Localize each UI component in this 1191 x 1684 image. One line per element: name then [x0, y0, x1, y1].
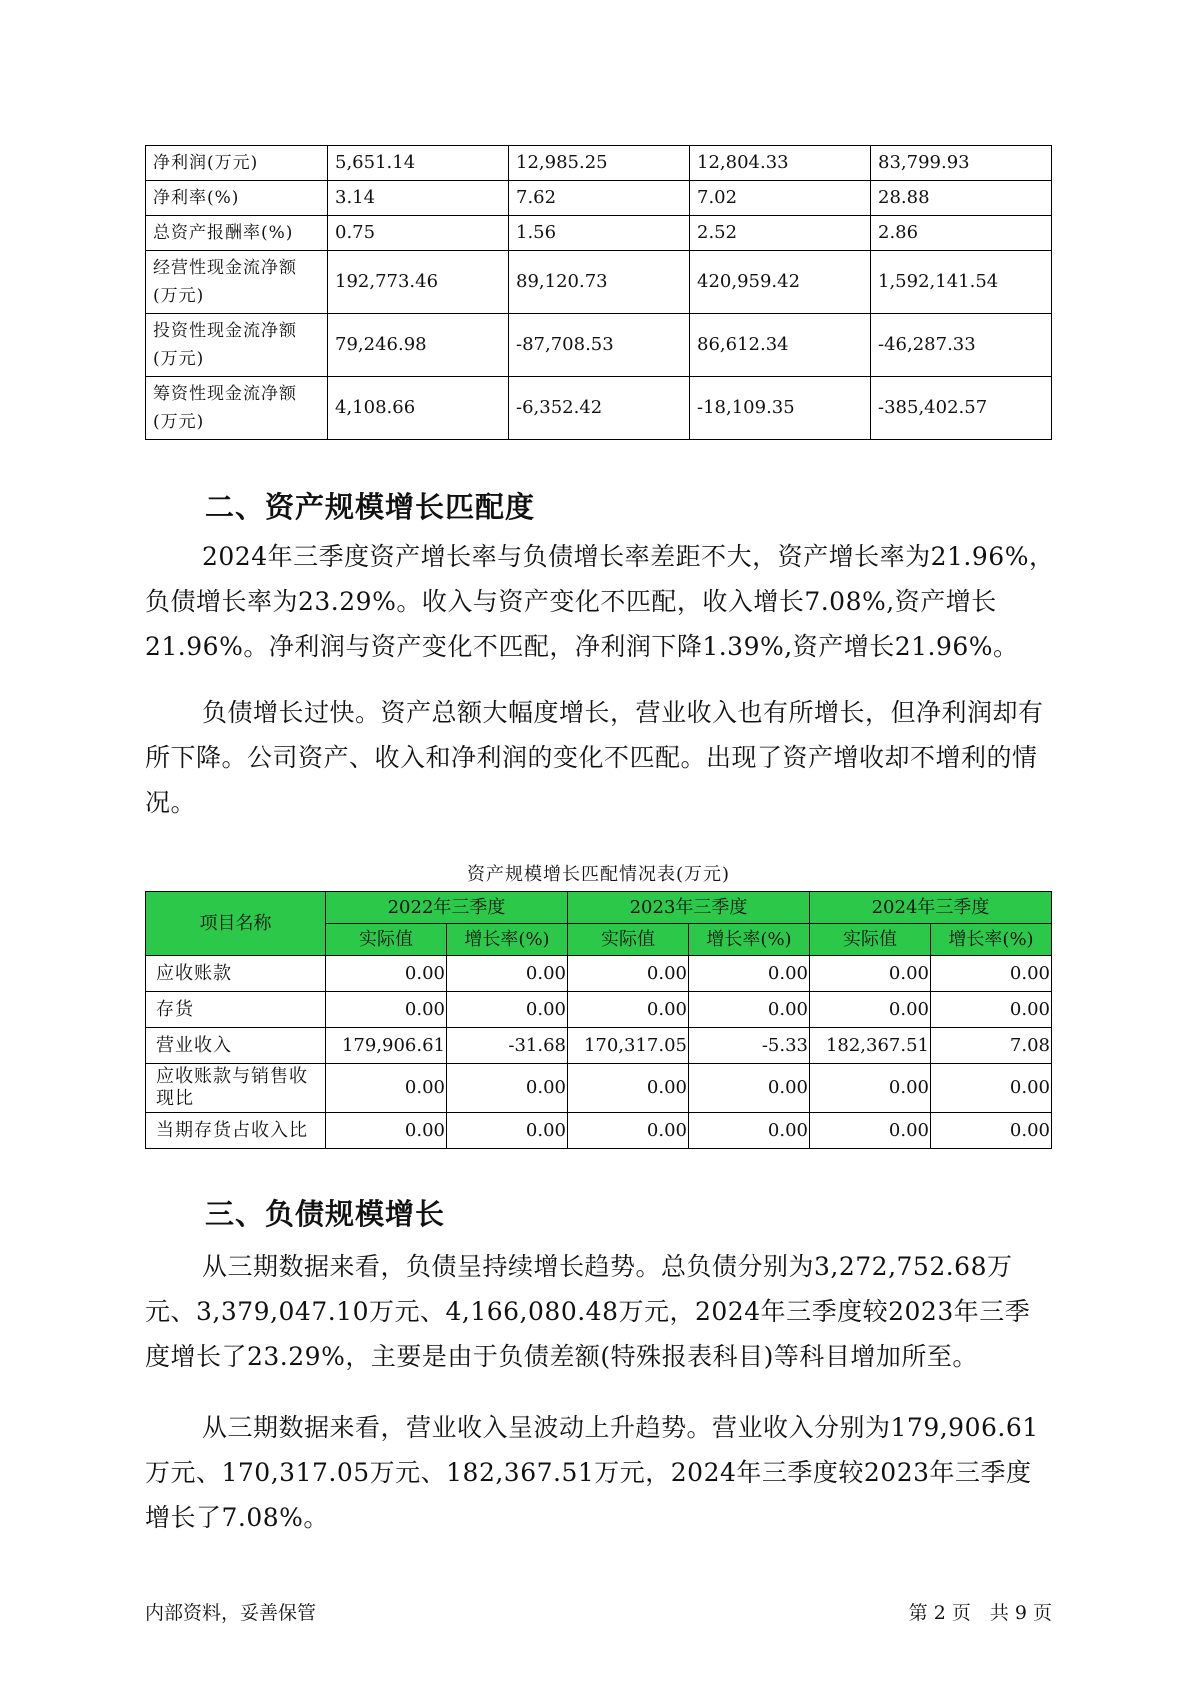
table-cell: 182,367.51	[810, 1028, 931, 1064]
row-label: 应收账款	[146, 956, 326, 992]
table-cell: 7.02	[690, 181, 871, 216]
table-cell: 7.08	[931, 1028, 1052, 1064]
asset-growth-table	[145, 891, 1052, 1149]
header-growth-rate: 增长率(%)	[931, 924, 1052, 956]
table-cell: 0.00	[810, 956, 931, 992]
header-period: 2022年三季度	[326, 892, 568, 924]
table-cell: 0.00	[931, 956, 1052, 992]
table-cell: -5.33	[689, 1028, 810, 1064]
table-row	[146, 146, 1052, 181]
table-cell: 179,906.61	[326, 1028, 447, 1064]
table-cell: 0.00	[326, 956, 447, 992]
table-cell: 0.00	[326, 992, 447, 1028]
header-actual: 实际值	[326, 924, 447, 956]
table-cell: 0.00	[810, 1064, 931, 1113]
table-cell: -46,287.33	[871, 314, 1052, 377]
header-growth-rate: 增长率(%)	[447, 924, 568, 956]
table-cell: 0.00	[689, 956, 810, 992]
table-row	[146, 251, 1052, 314]
table-cell: 0.00	[568, 992, 689, 1028]
row-label: 净利润(万元)	[146, 146, 328, 181]
table-cell: 420,959.42	[690, 251, 871, 314]
table-cell: -18,109.35	[690, 377, 871, 440]
financial-metrics-table	[145, 145, 1052, 440]
header-actual: 实际值	[810, 924, 931, 956]
table-cell: 83,799.93	[871, 146, 1052, 181]
paragraph-text: 负债增长过快。资产总额大幅度增长，营业收入也有所增长，但净利润却有所下降。公司资产、收入和净利润的变化不匹配。出现了资产增收却不增利的情况。	[145, 698, 1044, 817]
section-heading-liability-growth: 三、负债规模增长	[205, 1197, 446, 1231]
table-cell: 0.00	[568, 1064, 689, 1113]
table-row	[146, 181, 1052, 216]
table-row	[146, 992, 1052, 1028]
table-cell: 28.88	[871, 181, 1052, 216]
table-cell: 12,804.33	[690, 146, 871, 181]
table-cell: 0.00	[447, 1064, 568, 1113]
row-label: 筹资性现金流净额(万元)	[146, 377, 328, 440]
table-cell: 0.00	[689, 992, 810, 1028]
table-cell: 0.00	[689, 1064, 810, 1113]
table-cell: 192,773.46	[328, 251, 509, 314]
paragraph	[145, 1244, 1055, 1379]
table-cell: 0.00	[447, 992, 568, 1028]
table-cell: -31.68	[447, 1028, 568, 1064]
table-cell: 4,108.66	[328, 377, 509, 440]
header-period: 2023年三季度	[568, 892, 810, 924]
table-caption: 资产规模增长匹配情况表(万元)	[466, 864, 731, 885]
table-cell: 0.00	[447, 1113, 568, 1149]
table-cell: 0.00	[326, 1064, 447, 1113]
paragraph	[145, 690, 1055, 825]
table-cell: 170,317.05	[568, 1028, 689, 1064]
row-label: 应收账款与销售收现比	[146, 1064, 326, 1113]
row-label: 总资产报酬率(%)	[146, 216, 328, 251]
table-cell: 79,246.98	[328, 314, 509, 377]
table-row	[146, 1064, 1052, 1113]
table-cell: 0.75	[328, 216, 509, 251]
table-cell: 5,651.14	[328, 146, 509, 181]
row-label: 投资性现金流净额(万元)	[146, 314, 328, 377]
table-cell: 0.00	[810, 992, 931, 1028]
row-label: 存货	[146, 992, 326, 1028]
table-cell: -385,402.57	[871, 377, 1052, 440]
row-label: 经营性现金流净额(万元)	[146, 251, 328, 314]
paragraph	[145, 534, 1055, 669]
table-cell: 1.56	[509, 216, 690, 251]
table-cell: 0.00	[689, 1113, 810, 1149]
table-cell: 89,120.73	[509, 251, 690, 314]
table-cell: 0.00	[810, 1113, 931, 1149]
table-cell: 0.00	[326, 1113, 447, 1149]
table-cell: 0.00	[568, 956, 689, 992]
table-cell: 0.00	[931, 1113, 1052, 1149]
table-cell: -6,352.42	[509, 377, 690, 440]
footer-confidential-note: 内部资料，妥善保管	[145, 1602, 317, 1624]
table-cell: 0.00	[568, 1113, 689, 1149]
paragraph-text: 从三期数据来看，营业收入呈波动上升趋势。营业收入分别为179,906.61万元、170,317.05万元、182,367.51万元，2024年三季度较2023年三季度增长了7.08%。	[145, 1413, 1039, 1532]
table-row	[146, 377, 1052, 440]
header-item-name: 项目名称	[146, 892, 326, 956]
paragraph	[145, 1405, 1055, 1540]
table-cell: 0.00	[931, 992, 1052, 1028]
header-period: 2024年三季度	[810, 892, 1052, 924]
table-cell: 12,985.25	[509, 146, 690, 181]
table-cell: 3.14	[328, 181, 509, 216]
row-label: 营业收入	[146, 1028, 326, 1064]
table-row	[146, 956, 1052, 992]
table-cell: 7.62	[509, 181, 690, 216]
table-cell: 0.00	[931, 1064, 1052, 1113]
paragraph-text: 2024年三季度资产增长率与负债增长率差距不大，资产增长率为21.96%，负债增长率为23.29%。收入与资产变化不匹配，收入增长7.08%,资产增长21.96%。净利润与资产变化不匹配，净利润下降1.39%,资产增长21.96%。	[145, 542, 1055, 661]
table-row	[146, 314, 1052, 377]
table-row	[146, 1028, 1052, 1064]
row-label: 净利率(%)	[146, 181, 328, 216]
table-cell: 1,592,141.54	[871, 251, 1052, 314]
table-cell: 86,612.34	[690, 314, 871, 377]
header-row	[146, 892, 1052, 924]
row-label: 当期存货占收入比	[146, 1113, 326, 1149]
table-row	[146, 1113, 1052, 1149]
table-row	[146, 216, 1052, 251]
header-growth-rate: 增长率(%)	[689, 924, 810, 956]
paragraph-text: 从三期数据来看，负债呈持续增长趋势。总负债分别为3,272,752.68万元、3,379,047.10万元、4,166,080.48万元，2024年三季度较2023年三季度增长了23.29%，主要是由于负债差额(特殊报表科目)等科目增加所至。	[145, 1252, 1031, 1371]
header-actual: 实际值	[568, 924, 689, 956]
section-heading-asset-growth: 二、资产规模增长匹配度	[205, 490, 536, 524]
table-cell: 2.52	[690, 216, 871, 251]
table-cell: 0.00	[447, 956, 568, 992]
table-cell: 2.86	[871, 216, 1052, 251]
footer-page-number: 第 2 页 共 9 页	[908, 1602, 1052, 1624]
table-cell: -87,708.53	[509, 314, 690, 377]
